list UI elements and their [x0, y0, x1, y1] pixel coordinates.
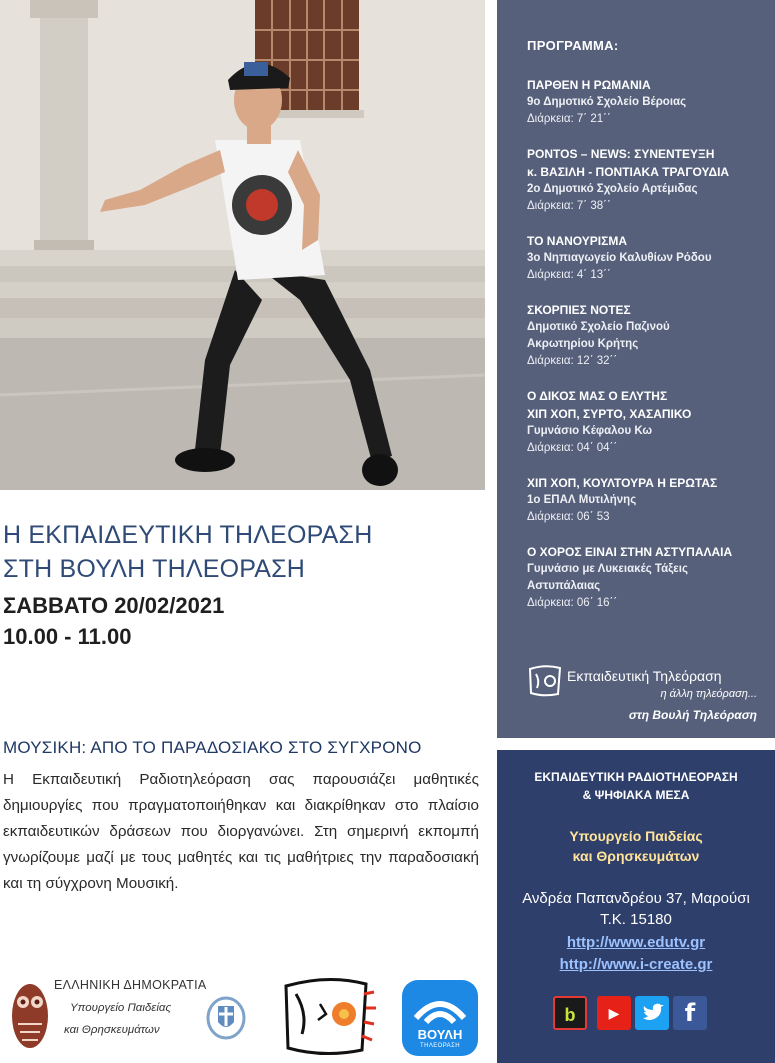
edutv-link[interactable]: http://www.edutv.gr [566, 934, 706, 951]
program-item [527, 474, 772, 526]
program-item [527, 145, 772, 215]
owl-icon [8, 976, 52, 1056]
youtube-icon[interactable]: ▶ [597, 996, 631, 1030]
program-item-school: 2ο Δημοτικό Σχολείο Αρτέμιδας [527, 183, 698, 195]
vouli-sub: ΤΗΛΕΟΡΑΣΗ [420, 1043, 460, 1049]
program-item-duration: Διάρκεια: 06΄ 16΄΄ [527, 597, 618, 609]
contact-ministry-line2: και Θρησκευμάτων [572, 848, 700, 864]
program-item-title-cont: ΧΙΠ ΧΟΠ, ΣΥΡΤΟ, ΧΑΣΑΠΙΚΟ [527, 407, 692, 421]
gov-title: ΕΛΛΗΝΙΚΗ ΔΗΜΟΚΡΑΤΙΑ [54, 978, 207, 992]
program-item-school: Δημοτικό Σχολείο Παζινού [527, 321, 670, 333]
program-item-title: ΧΙΠ ΧΟΠ, ΚΟΥΛΤΟΥΡΑ Η ΕΡΩΤΑΣ [527, 476, 718, 490]
program-item-title: PONTOS – NEWS: ΣΥΝΕΝΤΕΥΞΗ [527, 147, 715, 161]
contact-org-line1: ΕΚΠΑΙΔΕΥΤΙΚΗ ΡΑΔΙΟΤΗΛΕΟΡΑΣΗ [534, 770, 738, 784]
program-item-duration: Διάρκεια: 06΄ 53 [527, 511, 610, 523]
greek-emblem-icon [206, 992, 246, 1040]
contact-org-line2: & ΨΗΦΙΑΚΑ ΜΕΣΑ [582, 788, 690, 802]
program-panel [497, 0, 775, 738]
edutv-logo-icon [278, 974, 378, 1060]
program-item-title: ΤΟ ΝΑΝΟΥΡΙΣΜΑ [527, 234, 627, 248]
section-description: Η Εκπαιδευτική Ραδιοτηλεόραση σας παρουσιάζει μαθητικές δημιουργίες που πραγματοποιήθηκαν και διακρίθηκαν στο πλαίσιο εκπαιδευτικών δράσεων που διοργανώνει. Στη σημερινή εκπομπή γνωρίζουμε μαζί με τους μαθητές και τις μαθήτριες την παραδοσιακή και τη σύγχρονη Μουσική. [3, 771, 479, 892]
facebook-icon[interactable]: f [673, 996, 707, 1030]
gov-ministry-line1: Υπουργείο Παιδείας [70, 1002, 172, 1014]
contact-links [497, 932, 775, 976]
program-item-duration: Διάρκεια: 7΄ 38΄΄ [527, 200, 611, 212]
edutv-logo-name: Εκπαιδευτική Τηλεόραση [567, 668, 722, 684]
twitter-icon[interactable] [635, 996, 669, 1030]
program-item [527, 387, 772, 457]
contact-address-street: Ανδρέα Παπανδρέου 37, Μαρούσι [522, 890, 750, 907]
program-item-duration: Διάρκεια: 04΄ 04΄΄ [527, 442, 618, 454]
program-item-title: Ο ΔΙΚΟΣ ΜΑΣ Ο ΕΛΥΤΗΣ [527, 389, 668, 403]
edutv-logo-slogan: η άλλη τηλεόραση... [660, 688, 757, 700]
program-item-duration: Διάρκεια: 4΄ 13΄΄ [527, 269, 611, 281]
program-item-school: Γυμνάσιο Κέφαλου Κω [527, 425, 653, 437]
program-item-school-cont: Ακρωτηρίου Κρήτης [527, 338, 639, 350]
partner-logos [0, 970, 485, 1060]
program-heading: ΠΡΟΓΡΑΜΜΑ: [527, 38, 619, 53]
contact-address [497, 888, 775, 930]
program-item-school: 1ο ΕΠΑΛ Μυτιλήνης [527, 494, 637, 506]
program-list [527, 76, 772, 629]
program-item [527, 301, 772, 370]
broadcast-time: 10.00 - 11.00 [3, 624, 132, 649]
page-title-line1: Η ΕΚΠΑΙΔΕΥΤΙΚΗ ΤΗΛΕΟΡΑΣΗ [3, 521, 373, 549]
page-title-line2: ΣΤΗ ΒΟΥΛΗ ΤΗΛΕΟΡΑΣΗ [3, 555, 306, 583]
program-item [527, 543, 772, 612]
ministry-logo [8, 970, 208, 1060]
vouli-tv-logo [402, 980, 478, 1056]
program-item [527, 76, 772, 128]
wifi-icon [402, 984, 478, 1030]
event-title-block [3, 518, 483, 652]
vouli-name: ΒΟΥΛΗ [417, 1027, 463, 1042]
dancer-illustration [0, 0, 485, 490]
contact-address-postcode: Τ.Κ. 15180 [600, 911, 672, 928]
hero-photo [0, 0, 485, 490]
b-icon[interactable]: b [553, 996, 587, 1030]
contact-ministry-line1: Υπουργείο Παιδείας [569, 828, 703, 844]
program-item-title: Ο ΧΟΡΟΣ ΕΙΝΑΙ ΣΤΗΝ ΑΣΤΥΠΑΛΑΙΑ [527, 545, 733, 559]
icreate-link[interactable]: http://www.i-create.gr [559, 956, 713, 973]
program-item-duration: Διάρκεια: 7΄ 21΄΄ [527, 113, 611, 125]
program-item-title: ΠΑΡΘΕΝ Η ΡΩΜΑΝΙΑ [527, 78, 651, 92]
program-item-school-cont: Αστυπάλαιας [527, 580, 601, 592]
edutv-panel-logo [527, 664, 757, 724]
edutv-small-icon [527, 664, 563, 698]
edutv-logo-sub: στη Βουλή Τηλεόραση [628, 708, 757, 722]
program-item-school: 3ο Νηπιαγωγείο Καλυθίων Ρόδου [527, 252, 712, 264]
program-item-duration: Διάρκεια: 12΄ 32΄΄ [527, 355, 618, 367]
program-item-school: Γυμνάσιο με Λυκειακές Τάξεις [527, 563, 688, 575]
program-item [527, 232, 772, 284]
gov-ministry-line2: και Θρησκευμάτων [64, 1024, 160, 1036]
contact-ministry [497, 826, 775, 866]
broadcast-date: ΣΑΒΒΑΤΟ 20/02/2021 [3, 593, 225, 618]
program-item-title-cont: κ. ΒΑΣΙΛΗ - ΠΟΝΤΙΑΚΑ ΤΡΑΓΟΥΔΙΑ [527, 165, 730, 179]
twitter-bird-icon [635, 996, 669, 1030]
contact-org [497, 768, 775, 804]
section-heading: ΜΟΥΣΙΚΗ: ΑΠΟ ΤΟ ΠΑΡΑΔΟΣΙΑΚΟ ΣΤΟ ΣΥΓΧΡΟΝΟ [3, 738, 422, 757]
contact-panel [497, 750, 775, 1063]
program-item-school: 9ο Δημοτικό Σχολείο Βέροιας [527, 96, 687, 108]
program-item-title: ΣΚΟΡΠΙΕΣ ΝΟΤΕΣ [527, 303, 631, 317]
